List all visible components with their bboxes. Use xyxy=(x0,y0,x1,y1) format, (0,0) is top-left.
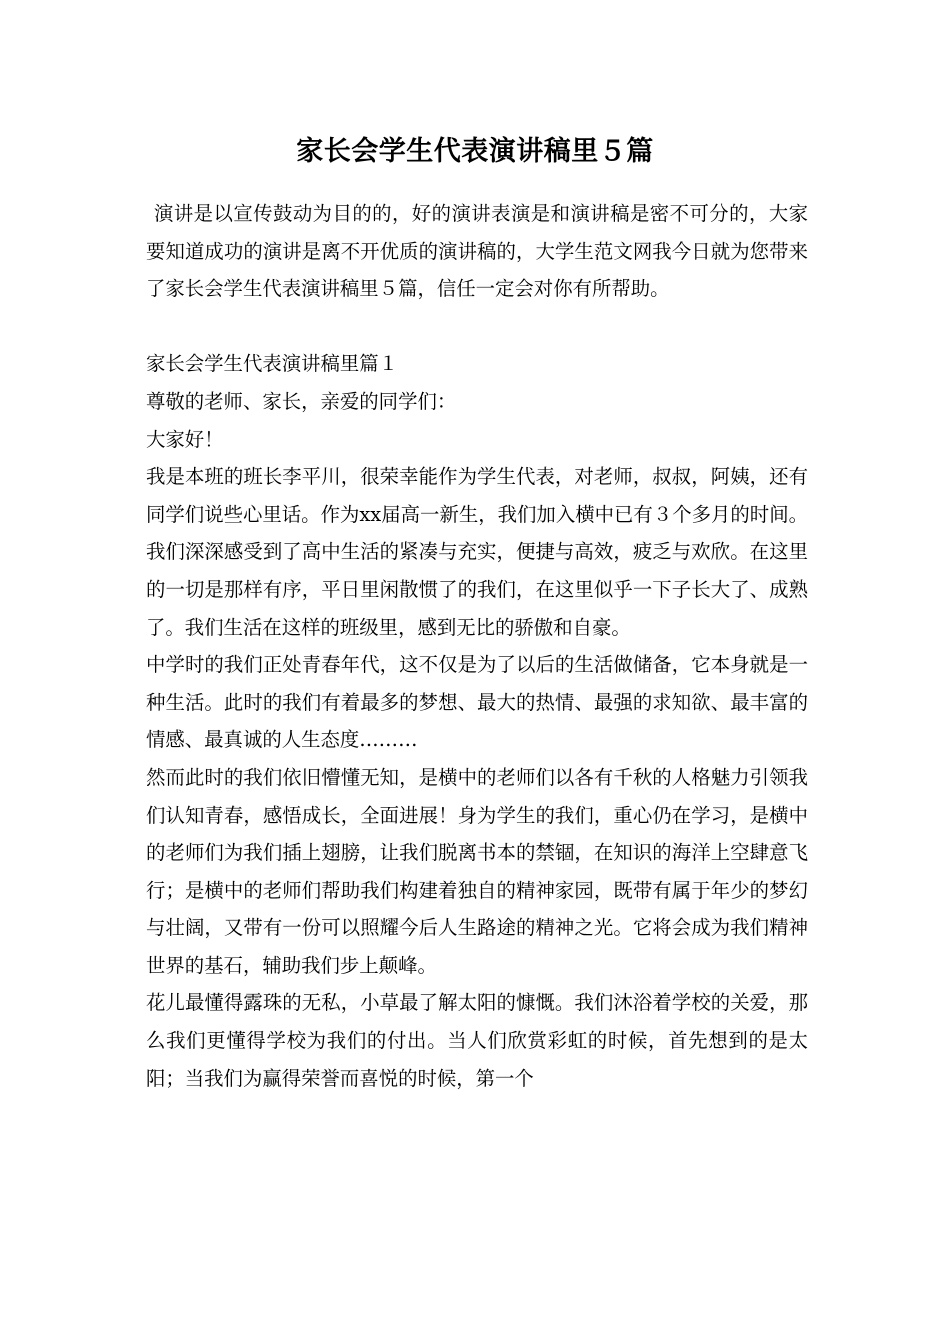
salutation-paragraph: 尊敬的老师、家长，亲爱的同学们： xyxy=(146,389,457,413)
body-paragraph: 然而此时的我们依旧懵懂无知，是横中的老师们以各有千秋的人格魅力引领我们认知青春，感悟成长，全面进展！身为学生的我们，重心仍在学习，是横中的老师们为我们插上翅膀，让我们脱离书本的禁锢，在知识的海洋上空肆意飞行；是横中的老师们帮助我们构建着独自的精神家园，既带有属于年少的梦幻与壮阔，又带有一份可以照耀今后人生路途的精神之光。它将会成为我们精神世界的基石，辅助我们步上颠峰。 xyxy=(146,765,808,977)
document-body xyxy=(146,195,808,1097)
intro-paragraph: 演讲是以宣传鼓动为目的的，好的演讲表演是和演讲稿是密不可分的，大家要知道成功的演讲是离不开优质的演讲稿的，大学生范文网我今日就为您带来了家长会学生代表演讲稿里５篇，信任一定会对你有所帮助。 xyxy=(146,202,808,301)
body-paragraph: 中学时的我们正处青春年代，这不仅是为了以后的生活做储备，它本身就是一种生活。此时的我们有着最多的梦想、最大的热情、最强的求知欲、最丰富的情感、最真诚的人生态度……… xyxy=(146,653,808,752)
body-paragraph: 花儿最懂得露珠的无私，小草最了解太阳的慷慨。我们沐浴着学校的关爱，那么我们更懂得学校为我们的付出。当人们欣赏彩虹的时候，首先想到的是太阳；当我们为赢得荣誉而喜悦的时候，第一个 xyxy=(146,991,808,1090)
greeting-paragraph: 大家好！ xyxy=(146,427,224,451)
body-paragraph: 我是本班的班长李平川，很荣幸能作为学生代表，对老师，叔叔，阿姨，还有同学们说些心里话。作为xx届高一新生，我们加入横中已有３个多月的时间。我们深深感受到了高中生活的紧凑与充实，便捷与高效，疲乏与欢欣。在这里的一切是那样有序，平日里闲散惯了的我们，在这里似乎一下子长大了、成熟了。我们生活在这样的班级里，感到无比的骄傲和自豪。 xyxy=(146,465,808,639)
paragraph-spacer xyxy=(146,308,808,346)
document-title: 家长会学生代表演讲稿里５篇 xyxy=(296,136,654,167)
section-heading: 家长会学生代表演讲稿里篇１ xyxy=(146,352,399,376)
